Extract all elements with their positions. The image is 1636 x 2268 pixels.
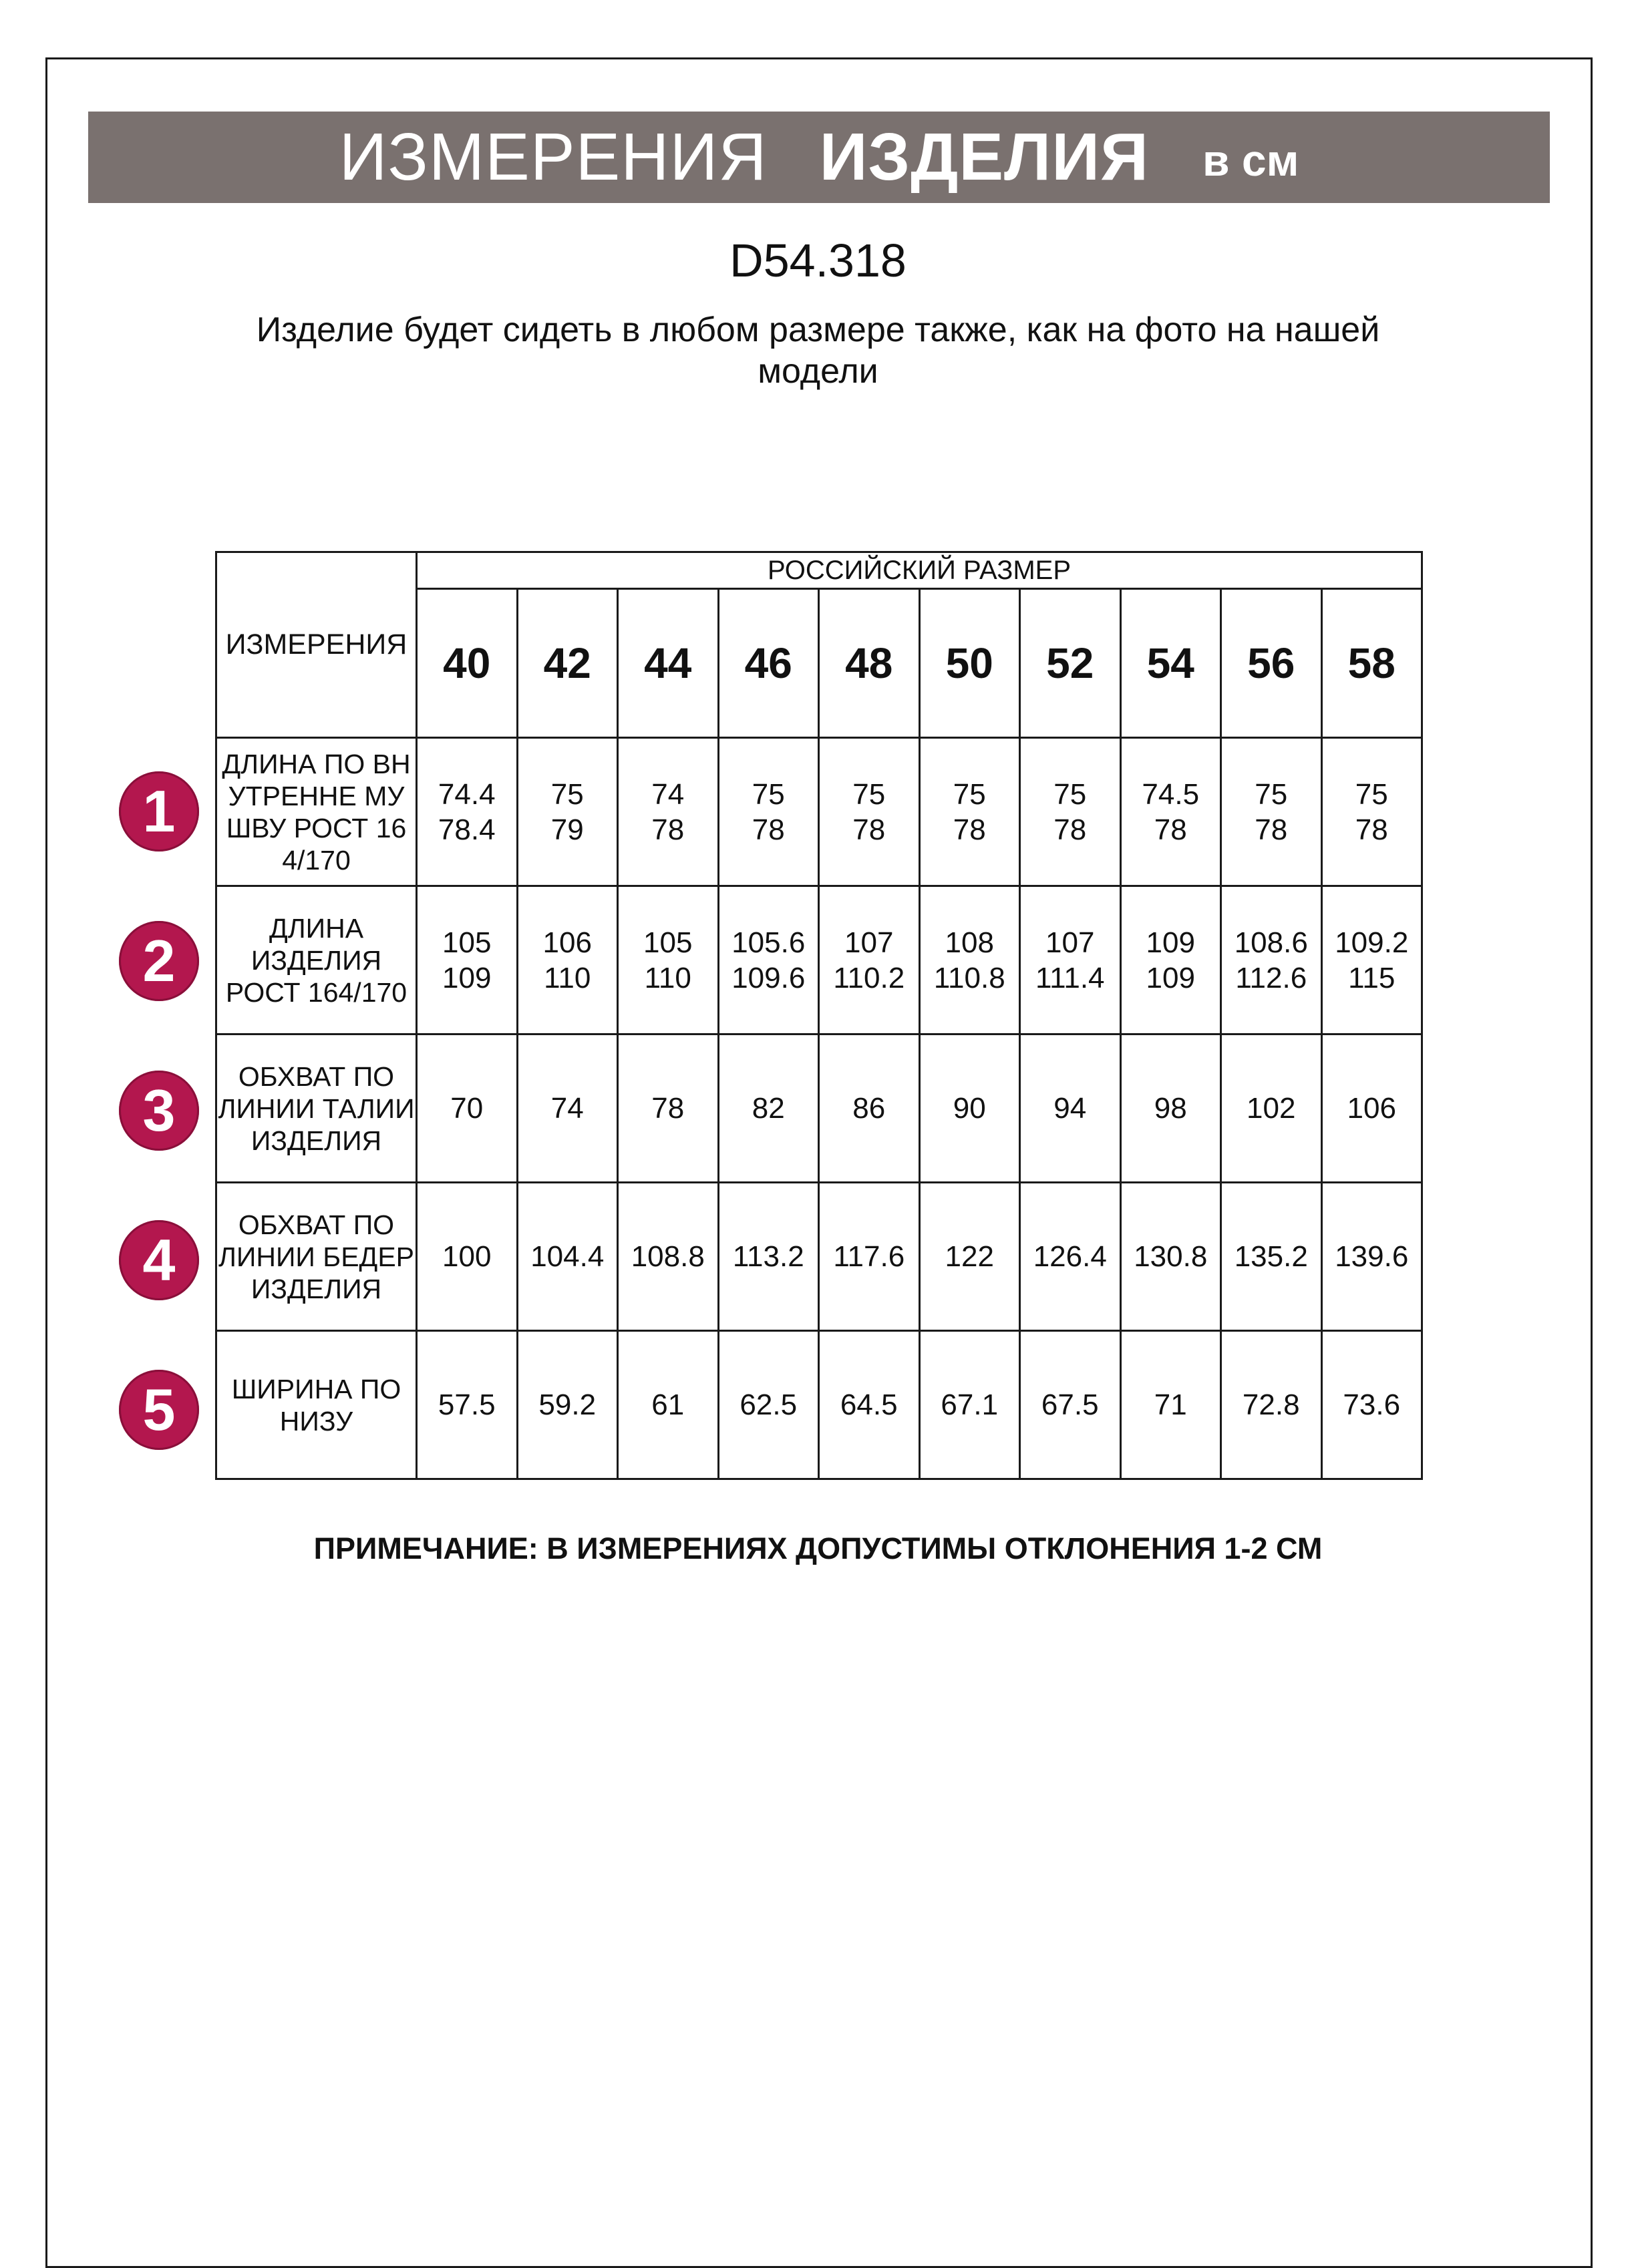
table-cell: 57.5	[417, 1331, 518, 1479]
row-number-badge: 2	[119, 921, 199, 1001]
table-cell: 75 78	[1221, 738, 1322, 886]
table-cell: 75 78	[919, 738, 1020, 886]
table-cell: 109 109	[1120, 886, 1221, 1034]
note: ПРИМЕЧАНИЕ: В ИЗМЕРЕНИЯХ ДОПУСТИМЫ ОТКЛОНЕНИЯ 1-2 СМ	[313, 1531, 1323, 1565]
size-group-header: РОССИЙСКИЙ РАЗМЕР	[417, 552, 1422, 589]
table-cell: 75 78	[1020, 738, 1121, 886]
size-header-58: 58	[1321, 589, 1422, 738]
table-cell: 75 79	[517, 738, 618, 886]
table-cell: 126.4	[1020, 1183, 1121, 1331]
size-table	[215, 551, 1423, 1480]
table-cell: 117.6	[819, 1183, 920, 1331]
size-header-46: 46	[718, 589, 819, 738]
table-cell: 108.8	[618, 1183, 719, 1331]
table-cell: 98	[1120, 1034, 1221, 1183]
table-cell: 64.5	[819, 1331, 920, 1479]
size-header-44: 44	[618, 589, 719, 738]
size-header-50: 50	[919, 589, 1020, 738]
size-header-42: 42	[517, 589, 618, 738]
table-cell: 71	[1120, 1331, 1221, 1479]
table-cell: 61	[618, 1331, 719, 1479]
title-unit: в см	[1202, 135, 1299, 185]
table-cell: 108.6 112.6	[1221, 886, 1322, 1034]
table-row	[216, 1034, 1422, 1183]
table-cell: 73.6	[1321, 1331, 1422, 1479]
size-header-40: 40	[417, 589, 518, 738]
title-text: ИЗМЕРЕНИЯ	[339, 120, 768, 194]
table-cell: 75 78	[819, 738, 920, 886]
table-cell: 75 78	[718, 738, 819, 886]
table-cell: 113.2	[718, 1183, 819, 1331]
table-cell: 104.4	[517, 1183, 618, 1331]
table-cell: 102	[1221, 1034, 1322, 1183]
table-cell: 67.1	[919, 1331, 1020, 1479]
table-cell: 135.2	[1221, 1183, 1322, 1331]
table-cell: 130.8	[1120, 1183, 1221, 1331]
row-label: ОБХВАТ ПО ЛИНИИ ТАЛИИ ИЗДЕЛИЯ	[216, 1034, 417, 1183]
table-row	[216, 1331, 1422, 1479]
table-cell: 72.8	[1221, 1331, 1322, 1479]
subtitle: Изделие будет сидеть в любом размере также, как на фото на нашей модели	[256, 311, 1380, 391]
table-cell: 74.4 78.4	[417, 738, 518, 886]
size-header-52: 52	[1020, 589, 1121, 738]
table-cell: 86	[819, 1034, 920, 1183]
table-cell: 108 110.8	[919, 886, 1020, 1034]
product-code: D54.318	[729, 234, 907, 287]
table-cell: 90	[919, 1034, 1020, 1183]
title-bar	[88, 112, 1550, 203]
row-number-badge: 1	[119, 771, 199, 852]
table-cell: 122	[919, 1183, 1020, 1331]
table-cell: 82	[718, 1034, 819, 1183]
table-cell: 94	[1020, 1034, 1121, 1183]
table-cell: 74 78	[618, 738, 719, 886]
table-cell: 78	[618, 1034, 719, 1183]
row-number-badge: 4	[119, 1220, 199, 1300]
row-label: ДЛИНА ПО ВНУТРЕННЕ МУ ШВУ РОСТ 164/170	[216, 738, 417, 886]
row-label: ОБХВАТ ПО ЛИНИИ БЕДЕР ИЗДЕЛИЯ	[216, 1183, 417, 1331]
table-cell: 74	[517, 1034, 618, 1183]
table-cell: 70	[417, 1034, 518, 1183]
table-cell: 105 110	[618, 886, 719, 1034]
size-header-56: 56	[1221, 589, 1322, 738]
title-bold-text: ИЗДЕЛИЯ	[819, 120, 1149, 194]
row-number-badge: 3	[119, 1071, 199, 1151]
row-number-badge: 5	[119, 1370, 199, 1450]
table-cell: 107 110.2	[819, 886, 920, 1034]
table-cell: 100	[417, 1183, 518, 1331]
size-header-54: 54	[1120, 589, 1221, 738]
table-cell: 62.5	[718, 1331, 819, 1479]
table-cell: 105.6 109.6	[718, 886, 819, 1034]
table-cell: 74.5 78	[1120, 738, 1221, 886]
table-cell: 107 111.4	[1020, 886, 1121, 1034]
table-cell: 75 78	[1321, 738, 1422, 886]
table-row	[216, 1183, 1422, 1331]
measurements-header: ИЗМЕРЕНИЯ	[216, 552, 417, 738]
row-label: ШИРИНА ПО НИЗУ	[216, 1331, 417, 1479]
size-header-48: 48	[819, 589, 920, 738]
table-cell: 106	[1321, 1034, 1422, 1183]
table-cell: 139.6	[1321, 1183, 1422, 1331]
table-cell: 106 110	[517, 886, 618, 1034]
table-row	[216, 738, 1422, 886]
table-cell: 67.5	[1020, 1331, 1121, 1479]
table-cell: 59.2	[517, 1331, 618, 1479]
row-label: ДЛИНА ИЗДЕЛИЯ РОСТ 164/170	[216, 886, 417, 1034]
table-cell: 105 109	[417, 886, 518, 1034]
table-row	[216, 886, 1422, 1034]
table-cell: 109.2 115	[1321, 886, 1422, 1034]
